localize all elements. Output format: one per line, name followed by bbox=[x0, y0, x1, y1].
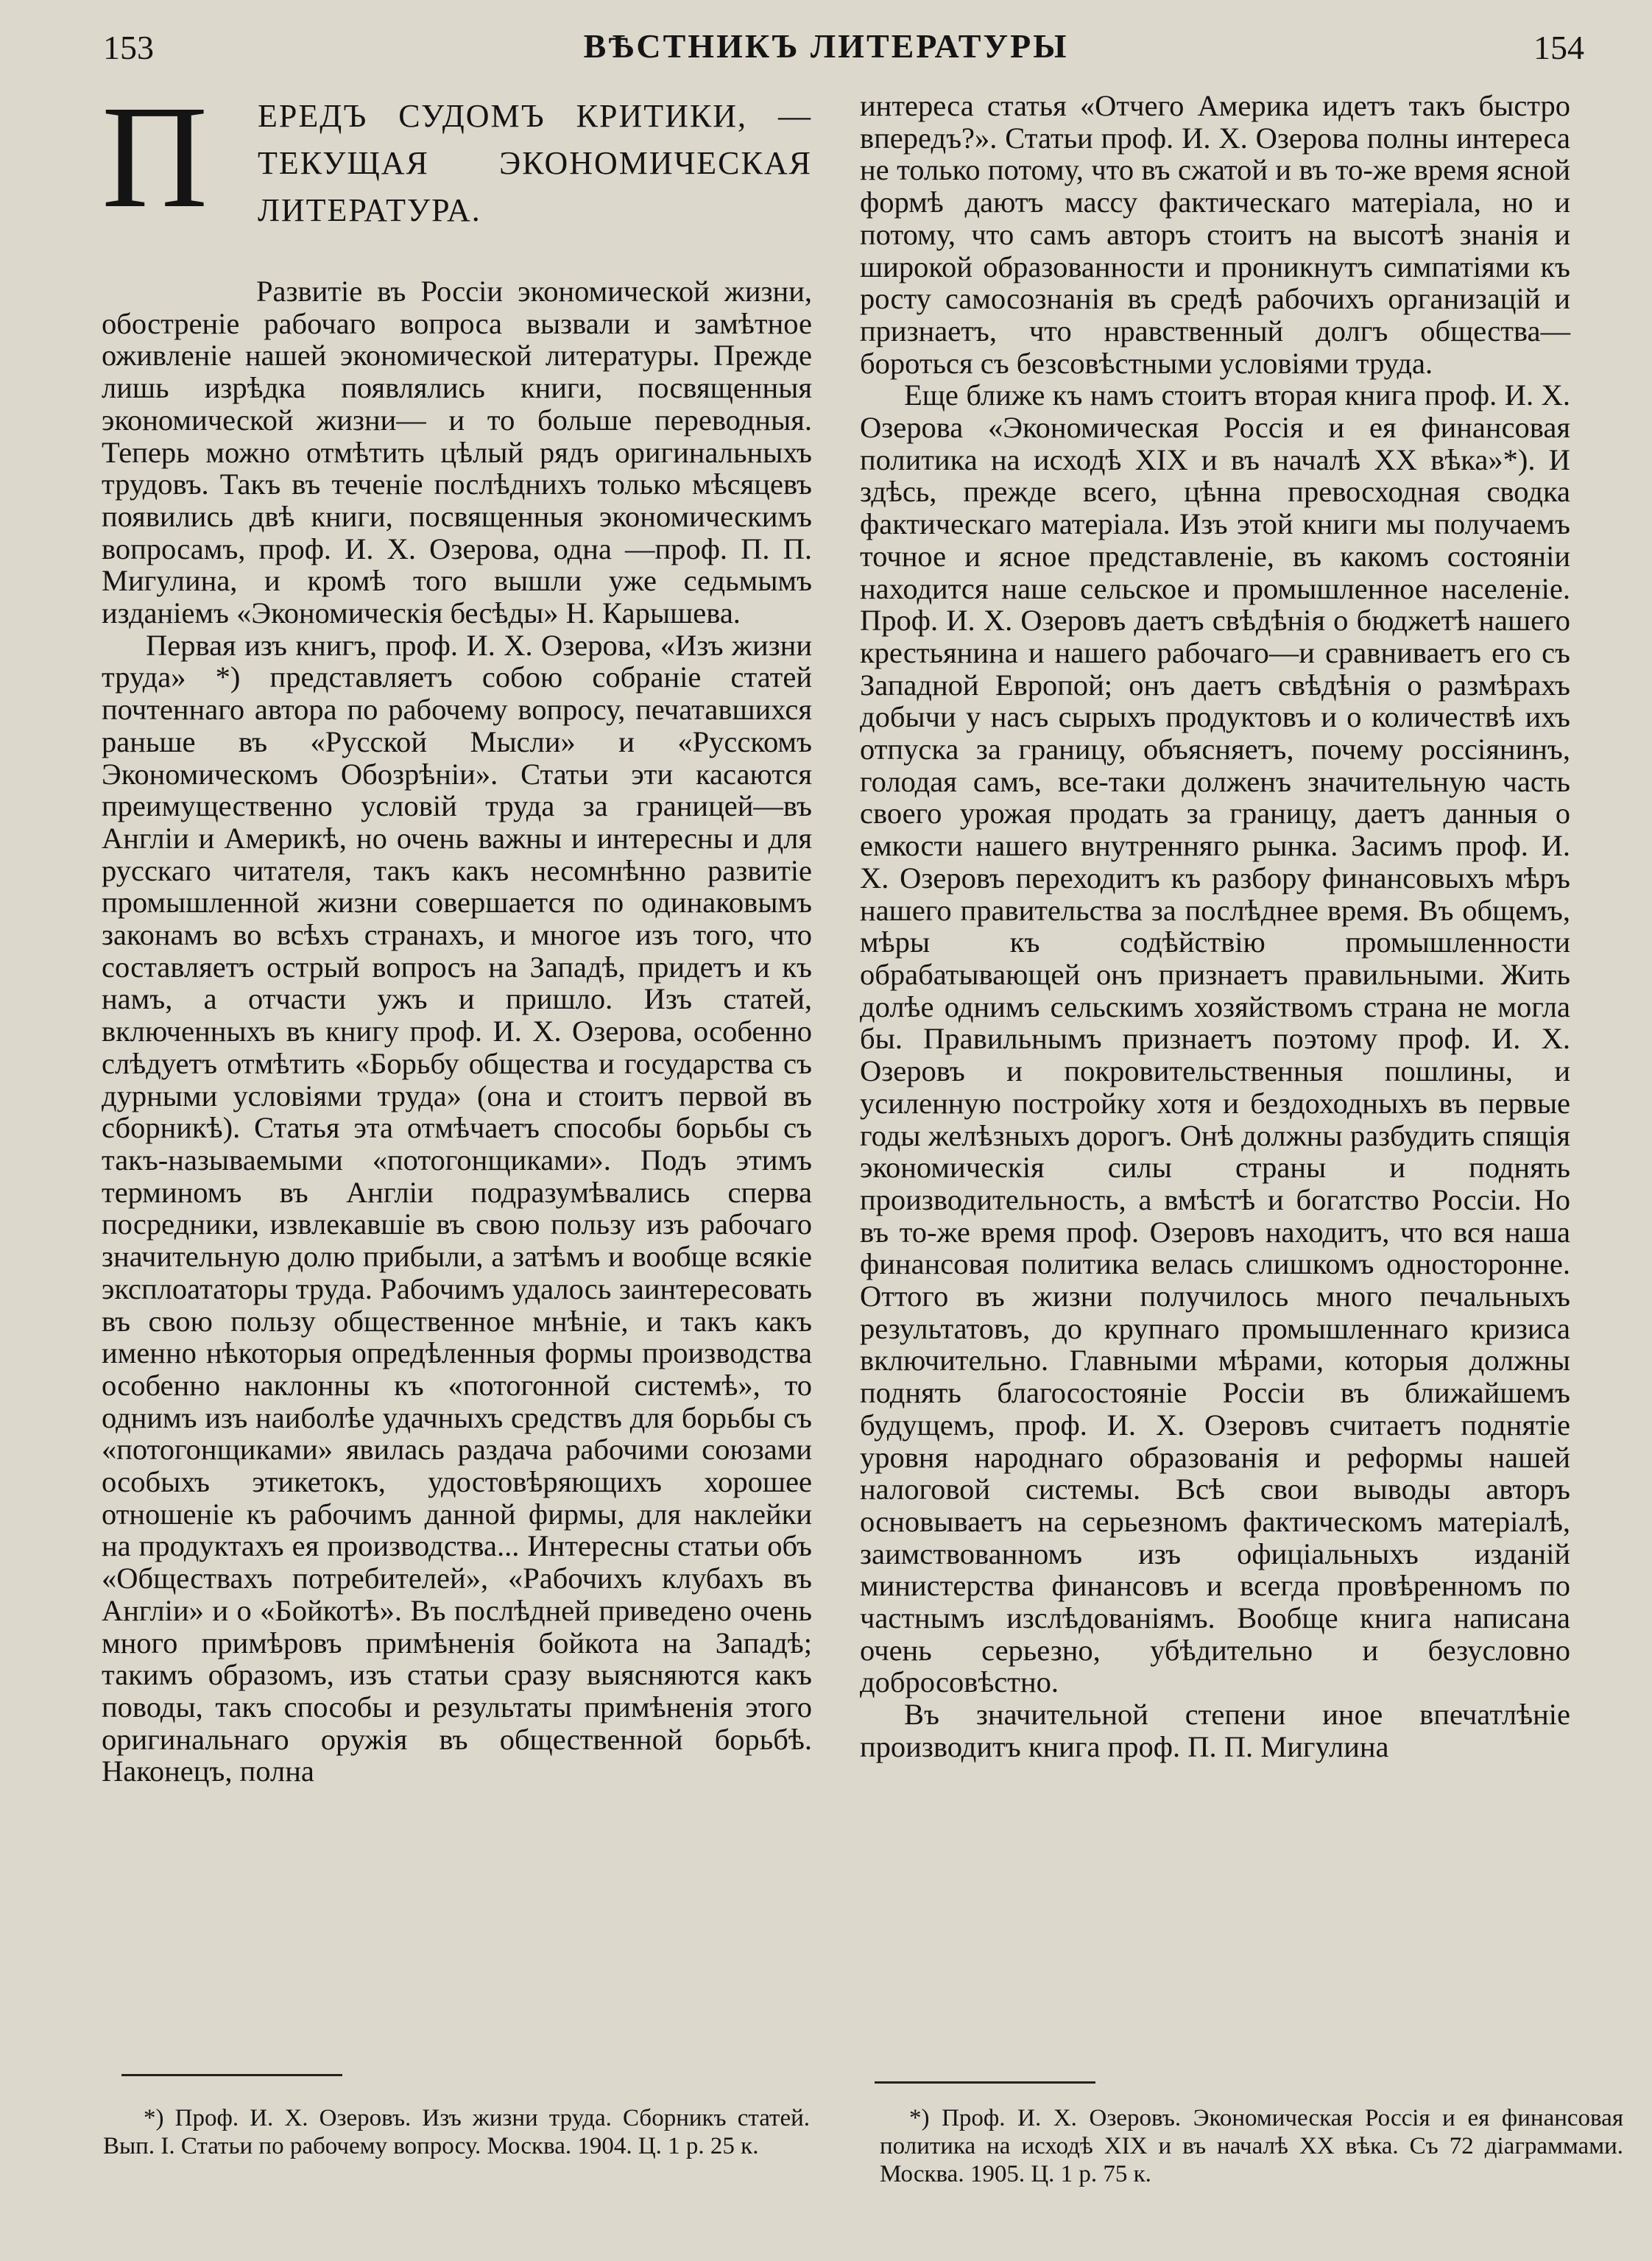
headline-text: ЕРЕДЪ СУДОМЪ КРИТИКИ, — ТЕКУЩАЯ ЭКОНОМИЧЕСКАЯ ЛИТЕРАТУРА. bbox=[258, 98, 812, 228]
page-number-left: 153 bbox=[103, 29, 154, 66]
right-column bbox=[860, 90, 1570, 1763]
page-number-right: 154 bbox=[1533, 29, 1584, 66]
journal-title: ВѢСТНИКЪ ЛИТЕРАТУРЫ bbox=[583, 27, 1069, 65]
drop-cap: П bbox=[102, 76, 208, 239]
page-header bbox=[0, 0, 1652, 81]
paragraph: Еще ближе къ намъ стоитъ вторая книга проф. И. Х. Озерова «Экономическая Россія и ея финансовая политика на исходѣ XIX и въ началѣ XX вѣка»*). И здѣсь, прежде всего, цѣнна превосходная сводка фактическаго матеріала. Изъ этой книги мы получаемъ точное и ясное представленіе, въ какомъ состояніи находится наше сельское и промышленное населеніе. Проф. И. Х. Озеровъ даетъ свѣдѣнія о бюджетѣ нашего крестьянина и нашего рабочаго—и сравниваетъ его съ Западной Европой; онъ даетъ свѣдѣнія о размѣрахъ добычи у насъ сырыхъ продуктовъ и о количествѣ ихъ отпуска за границу, объясняетъ, почему россіянинъ, голодая самъ, все-таки долженъ значительную часть своего урожая продать за границу, даетъ данныя о емкости нашего внутренняго рынка. Засимъ проф. И. Х. Озеровъ переходитъ къ разбору финансовыхъ мѣръ нашего правительства за послѣднее время. Въ общемъ, мѣры къ содѣйствію промышленности обрабатывающей онъ признаетъ правильными. Жить долѣе однимъ сельскимъ хозяйствомъ страна не могла бы. Правильнымъ признаетъ поэтому проф. И. Х. Озеровъ и покровительственныя пошлины, и усиленную постройку хотя и бездоходныхъ въ первые годы желѣзныхъ дорогъ. Онѣ должны разбудить спящія экономическія силы страны и поднять производительность, а вмѣстѣ и богатство Россіи. Но въ то-же время проф. Озеровъ находитъ, что вся наша финансовая политика велась слишкомъ односторонне. Оттого въ жизни получилось много печальныхъ результатовъ, до крупнаго промышленнаго кризиса включительно. Главными мѣрами, которыя должны поднять благосостояніе Россіи въ ближайшемъ будущемъ, проф. И. Х. Озеровъ считаетъ поднятіе уровня народнаго образованія и реформы нашей налоговой системы. Всѣ свои выводы авторъ основываетъ на серьезномъ фактическомъ матеріалѣ, заимствованномъ изъ офиціальныхъ изданій министерства финансовъ и всегда провѣренномъ по частнымъ изслѣдованіямъ. Вообще книга написана очень серьезно, убѣдительно и безусловно добросовѣстно. bbox=[860, 378, 1570, 1699]
footnote-divider-right bbox=[875, 2081, 1095, 2084]
footnote-divider-left bbox=[121, 2074, 342, 2076]
paragraph: Первая изъ книгъ, проф. И. Х. Озерова, «Изъ жизни труда» *) представляетъ собою собраніе статей почтеннаго автора по рабочему вопросу, печатавшихся раньше въ «Русской Мысли» и «Русскомъ Экономическомъ Обозрѣніи». Статьи эти касаются преимущественно условій труда за границей—въ Англіи и Америкѣ, но очень важны и интересны и для русскаго читателя, такъ какъ несомнѣнно развитіе промышленной жизни совершается по одинаковымъ законамъ во всѣхъ странахъ, и многое изъ того, что составляетъ острый вопросъ на Западѣ, придетъ и къ намъ, а отчасти ужъ и пришло. Изъ статей, включенныхъ въ книгу проф. И. Х. Озерова, особенно слѣдуетъ отмѣтить «Борьбу общества и государства съ дурными условіями труда» (она и стоитъ первой въ сборникѣ). Статья эта отмѣчаетъ способы борьбы съ такъ-называемыми «потогонщиками». Подъ этимъ терминомъ въ Англіи подразумѣвались сперва посредники, извлекавшіе въ свою пользу изъ рабочаго значительную долю прибыли, а затѣмъ и вообще всякіе эксплоататоры труда. Рабочимъ удалось заинтересовать въ свою пользу общественное мнѣніе, и такъ какъ именно нѣкоторыя опредѣленныя формы производства особенно наклонны къ «потогонной системѣ», то однимъ изъ наиболѣе удачныхъ средствъ для борьбы съ «потогонщиками» явилась раздача рабочими союзами особыхъ этикетокъ, удостовѣряющихъ хорошее отношеніе къ рабочимъ данной фирмы, для наклейки на продуктахъ ея производства... Интересны статьи объ «Обществахъ потребителей», «Рабочихъ клубахъ въ Англіи» и о «Бойкотѣ». Въ послѣдней приведено очень много примѣровъ примѣненія бойкота на Западѣ; такимъ образомъ, изъ статьи сразу выясняются какъ поводы, такъ способы и результаты примѣненія этого оригинальнаго оружія въ общественной борьбѣ. Наконецъ, полна bbox=[102, 628, 812, 1788]
footnote-right: *) Проф. И. Х. Озеровъ. Экономическая Россія и ея финансовая политика на исходѣ XIX и въ началѣ XX вѣка. Съ 72 діаграммами. Москва. 1905. Ц. 1 р. 75 к. bbox=[880, 2105, 1623, 2187]
paragraph: Въ значительной степени иное впечатлѣніе производитъ книга проф. П. П. Мигулина bbox=[860, 1698, 1570, 1763]
paragraph: интереса статья «Отчего Америка идетъ такъ быстро впередъ?». Статьи проф. И. Х. Озерова полны интереса не только потому, что въ сжатой и въ то-же время ясной формѣ даютъ массу фактическаго матеріала, но и потому, что самъ авторъ стоитъ на высотѣ знанія и широкой образованности и проникнутъ симпатіями къ росту самосознанія въ средѣ рабочихъ организацій и признаетъ, что нравственный долгъ общества—бороться съ безсовѣстными условіями труда. bbox=[860, 89, 1570, 380]
paragraph: Развитіе въ Россіи экономической жизни, обостреніе рабочаго вопроса вызвали и замѣтное оживленіе нашей экономической литературы. Прежде лишь изрѣдка появлялись книги, посвященныя экономической жизни— и то больше переводныя. Теперь можно отмѣтить цѣлый рядъ оригинальныхъ трудовъ. Такъ въ теченіе послѣднихъ только мѣсяцевъ появились двѣ книги, посвященныя экономическимъ вопросамъ, проф. И. Х. Озерова, одна —проф. П. П. Мигулина, и кромѣ того вышли уже седьмымъ изданіемъ «Экономическія бесѣды» Н. Карышева. bbox=[102, 275, 812, 630]
left-column bbox=[102, 76, 812, 1788]
article-headline bbox=[102, 76, 812, 246]
footnote-left: *) Проф. И. Х. Озеровъ. Изъ жизни труда. Сборникъ статей. Вып. I. Статьи по рабочему вопросу. Москва. 1904. Ц. 1 р. 25 к. bbox=[103, 2105, 810, 2159]
